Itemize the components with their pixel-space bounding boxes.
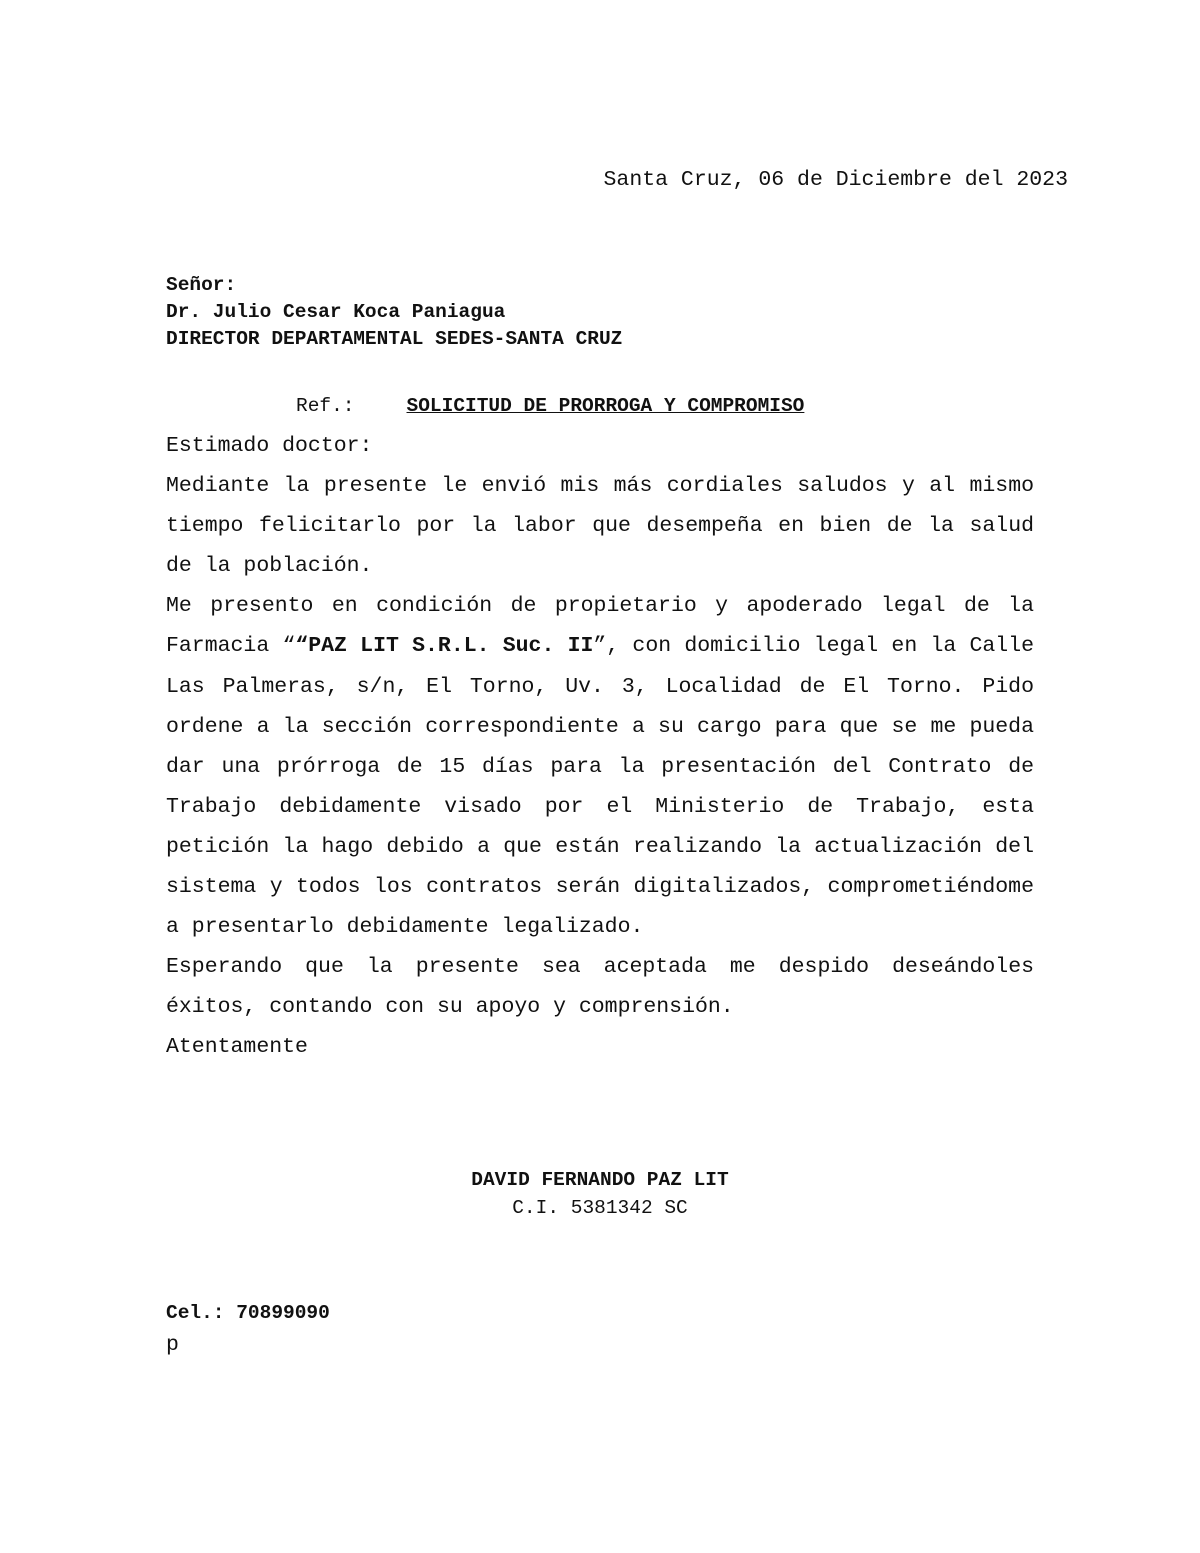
- paragraph-3: Esperando que la presente sea aceptada me despido deseándoles éxitos, contando con su apoyo y comprensión.: [166, 955, 1034, 1020]
- reference-subject: SOLICITUD DE PRORROGA Y COMPROMISO: [406, 395, 805, 417]
- recipient-block: [166, 272, 622, 353]
- trailing-character: p: [166, 1333, 179, 1357]
- phone-number: Cel.: 70899090: [166, 1302, 330, 1324]
- reference-line: [296, 393, 804, 420]
- recipient-salutation: Señor:: [166, 274, 237, 296]
- paragraph-2: [166, 586, 1034, 947]
- recipient-name: Dr. Julio Cesar Koca Paniagua: [166, 301, 506, 323]
- paragraph-2-end: ”, con domicilio legal en la Calle Las Palmeras, s/n, El Torno, Uv. 3, Localidad de El Torno. Pido ordene a la sección correspondiente a su cargo para que se me pueda dar una prórroga de 15 días para la presentación del Contrato de Trabajo debidamente visado por el Ministerio de Trabajo, esta petición la hago debido a que están realizando la actualización del sistema y todos los contratos serán digitalizados, comprometiéndome a presentarlo debidamente legalizado.: [166, 634, 1034, 940]
- paragraph-2-start: Me presento en condición de propietario y apoderado legal de la Farmacia “: [166, 594, 1034, 659]
- recipient-title: DIRECTOR DEPARTAMENTAL SEDES-SANTA CRUZ: [166, 328, 623, 350]
- date-line: Santa Cruz, 06 de Diciembre del 2023: [603, 168, 1068, 192]
- signatory-id: C.I. 5381342 SC: [512, 1197, 688, 1219]
- signatory-name: DAVID FERNANDO PAZ LIT: [471, 1169, 729, 1191]
- pharmacy-name: “PAZ LIT S.R.L. Suc. II: [295, 634, 594, 659]
- paragraph-1: Mediante la presente le envió mis más cordiales saludos y al mismo tiempo felicitarlo por la labor que desempeña en bien de la salud de la población.: [166, 474, 1034, 579]
- greeting: Estimado doctor:: [166, 434, 373, 458]
- closing: Atentamente: [166, 1035, 308, 1060]
- letter-body: [166, 426, 1034, 1068]
- reference-label: Ref.:: [296, 395, 355, 417]
